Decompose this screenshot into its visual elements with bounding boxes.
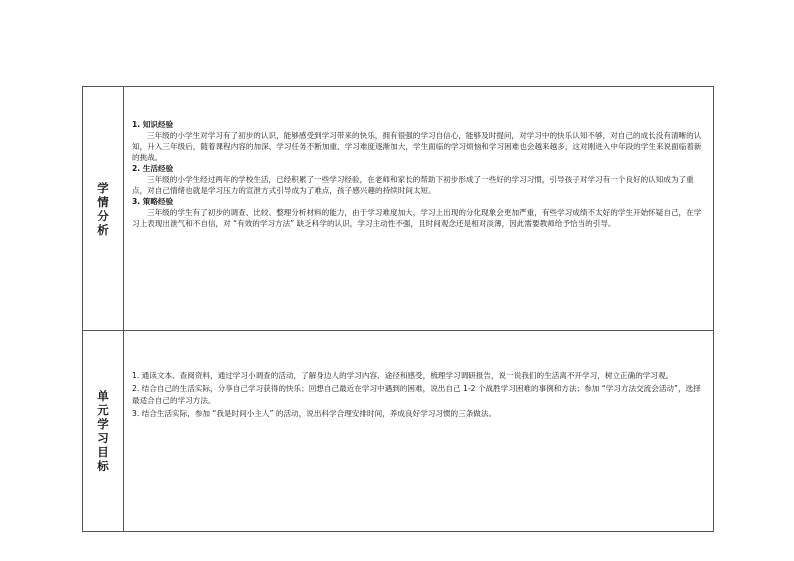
section-text-strategy: 三年级的学生有了初步的调查、比较、整理分析材料的能力，由于学习难度加大，学习上出现的分化现象会更加严重，有些学习成绩不太好的学生开始怀疑自己，在学习上表现出泄气和不自信，对 “有效的学习方法” 缺乏科学的认识，学习主动性不强，且时间观念还是相对淡薄，因此需要教师给予恰当的引导。 bbox=[132, 208, 702, 228]
label-char: 析 bbox=[97, 222, 109, 237]
section-title-strategy: 3. 策略经验 bbox=[132, 197, 174, 206]
learner-analysis-row bbox=[83, 87, 714, 331]
label-char: 学 bbox=[97, 417, 109, 431]
label-char: 情 bbox=[97, 194, 109, 209]
goal-item-3: 3. 结合生活实际，参加 “我是时间小主人” 的活动，说出科学合理安排时间，养成良好学习习惯的三条做法。 bbox=[132, 409, 497, 419]
goal-item-2: 2. 结合自己的生活实际，分享自己学习获得的快乐；回想自己最近在学习中遇到的困难，说出自己 1-2 个战胜学习困难的事例和方法；参加 “学习方法交流会活动”，选择最适合自己的学习方法。 bbox=[132, 383, 701, 406]
label-char: 单 bbox=[97, 389, 109, 403]
label-char: 目 bbox=[97, 445, 109, 459]
label-char: 标 bbox=[97, 459, 109, 473]
section-title-life: 2. 生活经验 bbox=[132, 164, 174, 173]
lesson-plan-table bbox=[82, 86, 714, 532]
learner-analysis-label bbox=[83, 87, 124, 331]
label-char: 分 bbox=[97, 208, 109, 223]
goal-item-1: 1. 通读文本、查阅资料，通过学习小调查的活动，了解身边人的学习内容、途径和感受，梳理学习调研报告，说一说我们的生活离不开学习，树立正确的学习观。 bbox=[132, 371, 674, 380]
unit-goals-label bbox=[83, 331, 124, 532]
section-text-life: 三年级的小学生经过两年的学校生活，已经积累了一些学习经验，在老师和家长的帮助下初步形成了一些好的学习习惯，引导孩子对学习有一个良好的认知成为了重点，对自己情绪也就是学习压力的宣泄方式引导成为了难点，孩子感兴趣的持续时间太短。 bbox=[132, 175, 694, 195]
unit-goals-content bbox=[124, 331, 714, 532]
unit-goals-row bbox=[83, 331, 714, 532]
label-char: 习 bbox=[97, 431, 109, 445]
label-char: 学 bbox=[97, 180, 109, 195]
label-char: 元 bbox=[97, 403, 109, 417]
section-text-knowledge: 三年级的小学生对学习有了初步的认识，能够感受到学习带来的快乐，拥有很强的学习自信心，能够及时提问，对学习中的快乐认知不够，对自己的成长没有清晰的认知，升入三年级后，随着课程内容的加深、学习任务不断加重、学习难度逐渐加大，学生面临的学习烦恼和学习困难也会越来越多，这对刚进入中年段的学生来说面临着新的挑战。 bbox=[132, 131, 702, 162]
learner-analysis-content bbox=[124, 87, 714, 331]
section-title-knowledge: 1. 知识经验 bbox=[132, 120, 174, 129]
